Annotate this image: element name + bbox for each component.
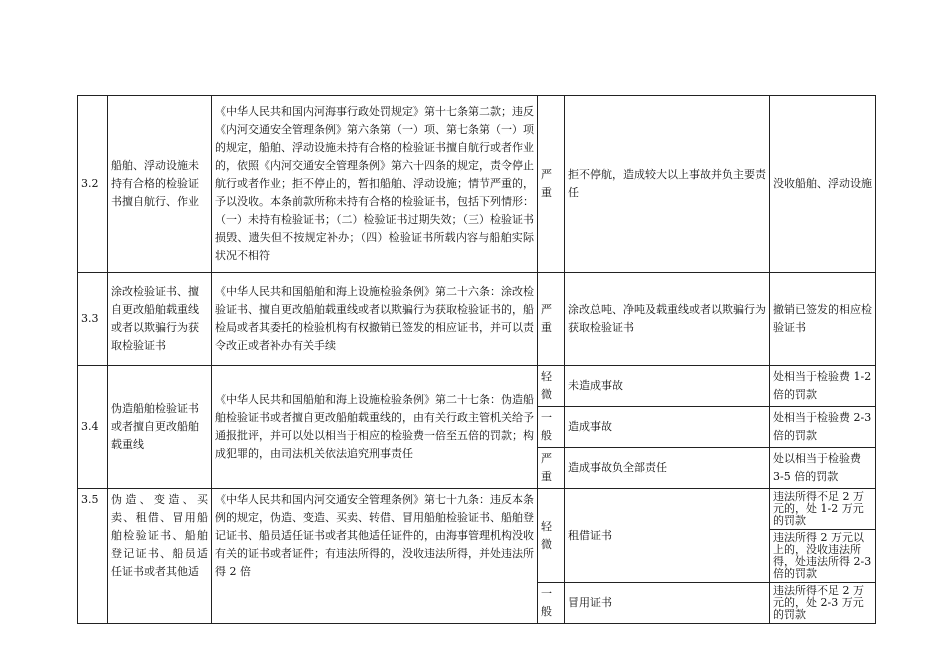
penalty-cell: 处相当于检验费 1-2 倍的罚款 xyxy=(770,366,876,407)
row-number: 3.4 xyxy=(78,366,108,489)
penalty-subcell: 违法所得不足 2 万元的，处 1-2 万元的罚款 xyxy=(770,489,875,530)
penalty-cell: 处以相当于检验费 3-5 倍的罚款 xyxy=(770,448,876,489)
penalty-cell xyxy=(770,489,876,583)
severity-cell: 严重 xyxy=(538,96,565,273)
circumstance-cell: 租借证书 xyxy=(565,489,770,583)
legal-basis-cell: 《中华人民共和国内河交通安全管理条例》第七十九条：违反本条例的规定，伪造、变造、买卖、转借、冒用船舶检验证书、船舶登记证书、船员适任证书或者其他适任证件的，由海事管理机构没收有关的证书或者证件；有违法所得的，没收违法所得，并处违法所得 2 倍 xyxy=(212,489,538,624)
circumstance-cell: 涂改总吨、净吨及载重线或者以欺骗行为获取检验证书 xyxy=(565,273,770,366)
table-row xyxy=(78,273,876,366)
row-number: 3.3 xyxy=(78,273,108,366)
violation-cell: 伪造、变造、买卖、租借、冒用船舶检验证书、船舶登记证书、船员适任证书或者其他适 xyxy=(108,489,212,624)
severity-cell: 一般 xyxy=(538,407,565,448)
table-row xyxy=(78,489,876,583)
row-number: 3.2 xyxy=(78,96,108,273)
circumstance-cell: 拒不停航，造成较大以上事故并负主要责任 xyxy=(565,96,770,273)
severity-cell: 严重 xyxy=(538,448,565,489)
violation-cell: 船舶、浮动设施未持有合格的检验证书擅自航行、作业 xyxy=(108,96,212,273)
penalty-cell: 处相当于检验费 2-3 倍的罚款 xyxy=(770,407,876,448)
table-row xyxy=(78,366,876,407)
violation-cell: 涂改检验证书、擅自更改船舶载重线或者以欺骗行为获取检验证书 xyxy=(108,273,212,366)
table-row xyxy=(78,96,876,273)
severity-cell: 一般 xyxy=(538,583,565,624)
violation-cell: 伪造船舶检验证书或者擅自更改船舶载重线 xyxy=(108,366,212,489)
penalty-cell: 撤销已签发的相应检验证书 xyxy=(770,273,876,366)
circumstance-cell: 冒用证书 xyxy=(565,583,770,624)
row-number: 3.5 xyxy=(78,489,108,624)
penalty-table xyxy=(77,95,876,624)
circumstance-cell: 造成事故 xyxy=(565,407,770,448)
penalty-cell: 违法所得不足 2 万元的，处 2-3 万元的罚款 xyxy=(770,583,876,624)
legal-basis-cell: 《中华人民共和国内河海事行政处罚规定》第十七条第二款；违反《内河交通安全管理条例》第六条第（一）项、第七条第（一）项的规定，船舶、浮动设施未持有合格的检验证书擅自航行或者作业的，依照《内河交通安全管理条例》第六十四条的规定，责令停止航行或者作业；拒不停止的，暂扣船舶、浮动设施；情节严重的，予以没收。本条前款所称未持有合格的检验证书，包括下列情形：（一）未持有检验证书；（二）检验证书过期失效；（三）检验证书损毁、遗失但不按规定补办；（四）检验证书所载内容与船舶实际状况不相符 xyxy=(212,96,538,273)
penalty-cell: 没收船舶、浮动设施 xyxy=(770,96,876,273)
penalty-subcell: 违法所得 2 万元以上的，没收违法所得，处违法所得 2-3 倍的罚款 xyxy=(773,531,872,580)
legal-basis-cell: 《中华人民共和国船舶和海上设施检验条例》第二十七条：伪造船舶检验证书或者擅自更改船舶载重线的，由有关行政主管机关给予通报批评，并可以处以相当于相应的检验费一倍至五倍的罚款；构成犯罪的，由司法机关依法追究刑事责任 xyxy=(212,366,538,489)
severity-cell: 严重 xyxy=(538,273,565,366)
severity-cell: 轻微 xyxy=(538,489,565,583)
legal-basis-cell: 《中华人民共和国船舶和海上设施检验条例》第二十六条：涂改检验证书、擅自更改船舶载重线或者以欺骗行为获取检验证书的，船检局或者其委托的检验机构有权撤销已签发的相应证书，并可以责令改正或者补办有关手续 xyxy=(212,273,538,366)
circumstance-cell: 未造成事故 xyxy=(565,366,770,407)
circumstance-cell: 造成事故负全部责任 xyxy=(565,448,770,489)
severity-cell: 轻微 xyxy=(538,366,565,407)
